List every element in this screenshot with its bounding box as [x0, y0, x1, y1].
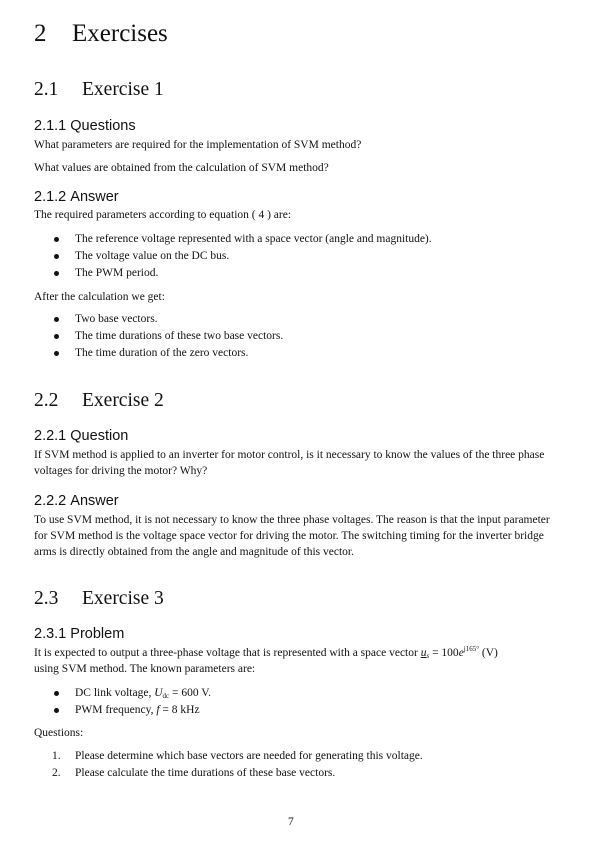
bullet-list — [52, 231, 432, 281]
bullet-list — [52, 311, 283, 361]
subsection-title: Question — [70, 428, 129, 444]
bullet-icon — [54, 254, 59, 259]
section-title: Exercise 3 — [82, 588, 164, 609]
subsection-heading-2-1-2 — [34, 189, 119, 205]
section-heading-2-2 — [34, 390, 164, 412]
bullet-icon — [54, 271, 59, 276]
subsection-title: Questions — [70, 118, 136, 134]
paragraph: After the calculation we get: — [34, 291, 165, 303]
list-item: PWM frequency, f = 8 kHz — [52, 702, 211, 719]
list-item: The reference voltage represented with a space vector (angle and magnitude). — [52, 231, 432, 248]
list-item: The time duration of the zero vectors. — [52, 345, 283, 362]
paragraph: What parameters are required for the implementation of SVM method? — [34, 139, 362, 151]
section-title: Exercise 1 — [82, 79, 164, 100]
chapter-title: Exercises — [72, 20, 168, 47]
questions-label: Questions: — [34, 727, 84, 739]
subsection-number: 2.1.2 — [34, 189, 67, 205]
list-item: Two base vectors. — [52, 311, 283, 328]
section-heading-2-3 — [34, 588, 164, 610]
subsection-number: 2.1.1 — [34, 118, 67, 134]
numbered-list — [52, 748, 423, 781]
bullet-icon — [54, 691, 59, 696]
bullet-icon — [54, 237, 59, 242]
section-number: 2.1 — [34, 79, 59, 100]
subsection-title: Answer — [70, 189, 119, 205]
subsection-number: 2.2.1 — [34, 428, 67, 444]
problem-paragraph: It is expected to output a three-phase voltage that is represented with a space vector $u_s = 100e^{j165^\circ}$ (V) using SVM method. The known parameters are: — [34, 645, 498, 676]
list-item: 2. Please calculate the time durations of these base vectors. — [52, 766, 336, 779]
subsection-number: 2.3.1 — [34, 626, 67, 642]
subsection-heading-2-2-2 — [34, 493, 119, 509]
chapter-heading — [34, 20, 168, 48]
list-item: DC link voltage, $U_{dc} = 600$ V. — [52, 685, 211, 702]
bullet-icon — [54, 351, 59, 356]
subsection-heading-2-2-1 — [34, 428, 128, 444]
bullet-icon — [54, 317, 59, 322]
subsection-heading-2-1-1 — [34, 118, 136, 134]
subsection-number: 2.2.2 — [34, 493, 67, 509]
list-item: The PWM period. — [52, 265, 432, 282]
paragraph: To use SVM method, it is not necessary to know the three phase voltages. The reason is that the input parameter for SVM method is the voltage space vector for driving the motor. The switching timing for the inverter bridge arms is directly obtained from the angle and magnitude of this vector. — [34, 514, 550, 559]
bullet-icon — [54, 334, 59, 339]
paragraph: What values are obtained from the calculation of SVM method? — [34, 162, 329, 174]
section-heading-2-1 — [34, 79, 164, 101]
chapter-number: 2 — [34, 20, 47, 47]
subsection-title: Answer — [70, 493, 119, 509]
space-vector-formula: $u_s = 100e^{j165^\circ}$ (V) — [420, 645, 498, 660]
subsection-title: Problem — [70, 626, 125, 642]
bullet-list — [52, 685, 211, 719]
bullet-icon — [54, 708, 59, 713]
list-item: The voltage value on the DC bus. — [52, 248, 432, 265]
subsection-heading-2-3-1 — [34, 626, 124, 642]
paragraph: If SVM method is applied to an inverter for motor control, is it necessary to know the values of the three phase voltages for driving the motor? Why? — [34, 449, 545, 478]
list-item: 1. Please determine which base vectors are needed for generating this voltage. — [52, 750, 423, 762]
page-number: 7 — [288, 816, 294, 828]
section-number: 2.3 — [34, 588, 59, 609]
paragraph: The required parameters according to equation ( 4 ) are: — [34, 209, 292, 221]
list-item: The time durations of these two base vectors. — [52, 328, 283, 345]
section-number: 2.2 — [34, 390, 59, 411]
section-title: Exercise 2 — [82, 390, 164, 411]
